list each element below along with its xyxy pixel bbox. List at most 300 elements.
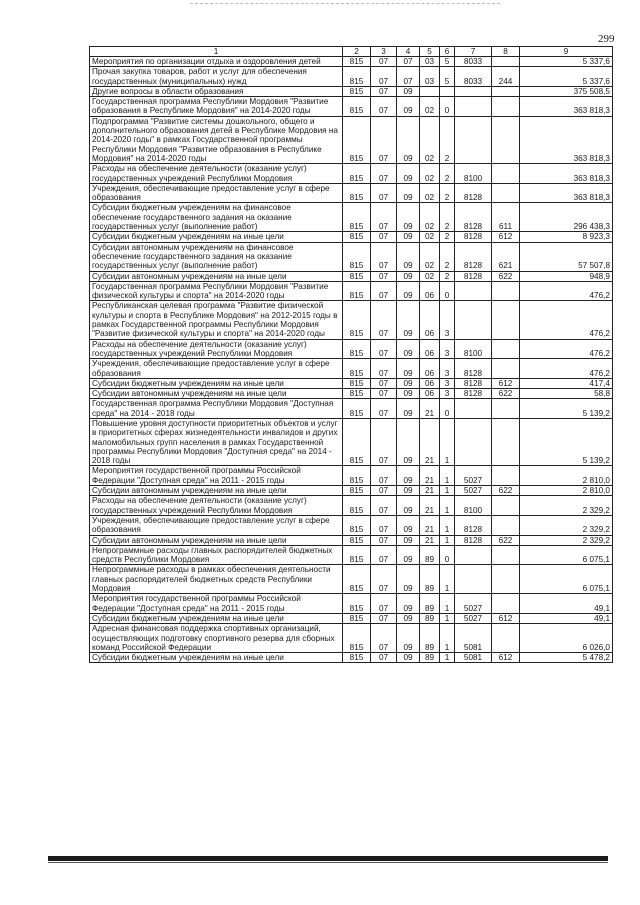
subsection-code-cell: 09: [397, 232, 420, 242]
program-code-cell: 21: [420, 399, 440, 419]
section-code-cell: 07: [371, 67, 397, 87]
header-cell: 1: [90, 47, 343, 57]
subprogram-code-cell: 2: [440, 183, 455, 203]
expense-type-cell: [492, 86, 520, 96]
direction-code-cell: 5081: [455, 624, 492, 653]
row-name-cell: Расходы на обеспечение деятельности (оказание услуг) государственных учреждений Республики Мордовия: [90, 496, 343, 516]
expense-type-cell: [492, 57, 520, 67]
admin-code-cell: 815: [343, 301, 371, 339]
table-row: [90, 418, 613, 465]
subprogram-code-cell: 0: [440, 399, 455, 419]
subprogram-code-cell: 2: [440, 203, 455, 232]
direction-code-cell: [455, 301, 492, 339]
expense-type-cell: [492, 565, 520, 594]
section-code-cell: 07: [371, 183, 397, 203]
section-code-cell: 07: [371, 116, 397, 163]
program-code-cell: 21: [420, 486, 440, 496]
table-row: [90, 535, 613, 545]
program-code-cell: 06: [420, 339, 440, 359]
subprogram-code-cell: 2: [440, 116, 455, 163]
amount-cell: 49,1: [520, 594, 613, 614]
section-code-cell: 07: [371, 86, 397, 96]
table-row: [90, 301, 613, 339]
subprogram-code-cell: 1: [440, 515, 455, 535]
table-row: [90, 97, 613, 117]
subsection-code-cell: 07: [397, 67, 420, 87]
subsection-code-cell: 09: [397, 399, 420, 419]
expense-type-cell: [492, 339, 520, 359]
expense-type-cell: [492, 624, 520, 653]
direction-code-cell: 5027: [455, 486, 492, 496]
section-code-cell: 07: [371, 203, 397, 232]
program-code-cell: 89: [420, 565, 440, 594]
section-code-cell: 07: [371, 232, 397, 242]
amount-cell: 363 818,3: [520, 116, 613, 163]
expense-type-cell: [492, 164, 520, 184]
subsection-code-cell: 09: [397, 281, 420, 301]
header-cell: 4: [397, 47, 420, 57]
program-code-cell: 06: [420, 281, 440, 301]
direction-code-cell: 8128: [455, 183, 492, 203]
section-code-cell: 07: [371, 359, 397, 379]
subprogram-code-cell: 3: [440, 301, 455, 339]
expense-type-cell: 612: [492, 653, 520, 663]
program-code-cell: 02: [420, 271, 440, 281]
expense-type-cell: 622: [492, 389, 520, 399]
subprogram-code-cell: 0: [440, 545, 455, 565]
section-code-cell: 07: [371, 613, 397, 623]
section-code-cell: 07: [371, 653, 397, 663]
subprogram-code-cell: 5: [440, 67, 455, 87]
row-name-cell: Государственная программа Республики Мордовия "Доступная среда" на 2014 - 2018 годы: [90, 399, 343, 419]
table-row: [90, 116, 613, 163]
admin-code-cell: 815: [343, 97, 371, 117]
subsection-code-cell: 09: [397, 116, 420, 163]
section-code-cell: 07: [371, 242, 397, 271]
subprogram-code-cell: 1: [440, 565, 455, 594]
table-row: [90, 594, 613, 614]
admin-code-cell: 815: [343, 545, 371, 565]
program-code-cell: 02: [420, 164, 440, 184]
admin-code-cell: 815: [343, 183, 371, 203]
expense-type-cell: [492, 515, 520, 535]
subprogram-code-cell: 5: [440, 57, 455, 67]
program-code-cell: 03: [420, 67, 440, 87]
subsection-code-cell: 09: [397, 515, 420, 535]
expense-type-cell: [492, 183, 520, 203]
subprogram-code-cell: 0: [440, 281, 455, 301]
header-cell: 2: [343, 47, 371, 57]
row-name-cell: Государственная программа Республики Мордовия "Развитие образования в Республике Мордовия" на 2014-2020 годы: [90, 97, 343, 117]
program-code-cell: 21: [420, 418, 440, 465]
row-name-cell: Субсидии бюджетным учреждениям на иные цели: [90, 613, 343, 623]
program-code-cell: 03: [420, 57, 440, 67]
table-row: [90, 86, 613, 96]
subsection-code-cell: 09: [397, 97, 420, 117]
admin-code-cell: 815: [343, 515, 371, 535]
program-code-cell: 89: [420, 653, 440, 663]
amount-cell: 6 075,1: [520, 565, 613, 594]
amount-cell: 948,9: [520, 271, 613, 281]
subsection-code-cell: 09: [397, 624, 420, 653]
section-code-cell: 07: [371, 545, 397, 565]
row-name-cell: Учреждения, обеспечивающие предоставление услуг в сфере образования: [90, 515, 343, 535]
subprogram-code-cell: 1: [440, 653, 455, 663]
bottom-rule-thin: [48, 862, 608, 863]
program-code-cell: 21: [420, 496, 440, 516]
row-name-cell: Мероприятия по организации отдыха и оздоровления детей: [90, 57, 343, 67]
program-code-cell: 21: [420, 515, 440, 535]
admin-code-cell: 815: [343, 496, 371, 516]
subprogram-code-cell: 1: [440, 486, 455, 496]
section-code-cell: 07: [371, 496, 397, 516]
expense-type-cell: 612: [492, 613, 520, 623]
row-name-cell: Мероприятия государственной программы Российской Федерации "Доступная среда" на 2011 - 2015 годы: [90, 594, 343, 614]
table-row: [90, 271, 613, 281]
direction-code-cell: 5081: [455, 653, 492, 663]
row-name-cell: Другие вопросы в области образования: [90, 86, 343, 96]
row-name-cell: Субсидии бюджетным учреждениям на иные цели: [90, 653, 343, 663]
subprogram-code-cell: 1: [440, 466, 455, 486]
subprogram-code-cell: [440, 86, 455, 96]
amount-cell: 417,4: [520, 378, 613, 388]
subprogram-code-cell: 0: [440, 97, 455, 117]
subprogram-code-cell: 2: [440, 271, 455, 281]
program-code-cell: 06: [420, 389, 440, 399]
admin-code-cell: 815: [343, 242, 371, 271]
section-code-cell: 07: [371, 565, 397, 594]
section-code-cell: 07: [371, 515, 397, 535]
subsection-code-cell: 09: [397, 565, 420, 594]
direction-code-cell: 8100: [455, 339, 492, 359]
row-name-cell: Субсидии бюджетным учреждениям на финансовое обеспечение государственного задания на оказание государственных услуг (выполнение работ): [90, 203, 343, 232]
amount-cell: 2 329,2: [520, 515, 613, 535]
direction-code-cell: 5027: [455, 594, 492, 614]
program-code-cell: 02: [420, 203, 440, 232]
admin-code-cell: 815: [343, 57, 371, 67]
subprogram-code-cell: 1: [440, 418, 455, 465]
admin-code-cell: 815: [343, 399, 371, 419]
direction-code-cell: [455, 97, 492, 117]
subsection-code-cell: 09: [397, 271, 420, 281]
admin-code-cell: 815: [343, 271, 371, 281]
subsection-code-cell: 09: [397, 535, 420, 545]
expense-type-cell: [492, 359, 520, 379]
subsection-code-cell: 09: [397, 242, 420, 271]
amount-cell: 49,1: [520, 613, 613, 623]
admin-code-cell: 815: [343, 378, 371, 388]
section-code-cell: 07: [371, 535, 397, 545]
direction-code-cell: 8128: [455, 271, 492, 281]
admin-code-cell: 815: [343, 389, 371, 399]
expense-type-cell: 611: [492, 203, 520, 232]
admin-code-cell: 815: [343, 594, 371, 614]
direction-code-cell: [455, 565, 492, 594]
section-code-cell: 07: [371, 164, 397, 184]
direction-code-cell: 8128: [455, 389, 492, 399]
subsection-code-cell: 09: [397, 653, 420, 663]
direction-code-cell: [455, 86, 492, 96]
section-code-cell: 07: [371, 97, 397, 117]
admin-code-cell: 815: [343, 613, 371, 623]
table-row: [90, 67, 613, 87]
amount-cell: 2 329,2: [520, 535, 613, 545]
row-name-cell: Подпрограмма "Развитие системы дошкольного, общего и дополнительного образования детей в Республике Мордовия на 2014-2020 годы" в рамках Государственной программы Республики Мордовия "Развитие образования в Республике Мордовия" на 2014-2020 годы: [90, 116, 343, 163]
section-code-cell: 07: [371, 389, 397, 399]
table-row: [90, 389, 613, 399]
row-name-cell: Республиканская целевая программа "Развитие физической культуры и спорта в Республике Мордовия" на 2012-2015 годы в рамках Государственной программы Республики Мордовия "Развитие физической культуры и спорта" на 2014-2020 годы: [90, 301, 343, 339]
direction-code-cell: 8128: [455, 242, 492, 271]
row-name-cell: Субсидии автономным учреждениям на иные цели: [90, 271, 343, 281]
scan-top-edge: [190, 3, 500, 4]
program-code-cell: 06: [420, 301, 440, 339]
direction-code-cell: 8100: [455, 164, 492, 184]
admin-code-cell: 815: [343, 339, 371, 359]
subsection-code-cell: 09: [397, 164, 420, 184]
subsection-code-cell: 09: [397, 378, 420, 388]
table-row: [90, 183, 613, 203]
direction-code-cell: [455, 545, 492, 565]
subsection-code-cell: 09: [397, 466, 420, 486]
amount-cell: 2 329,2: [520, 496, 613, 516]
amount-cell: 476,2: [520, 339, 613, 359]
row-name-cell: Расходы на обеспечение деятельности (оказание услуг) государственных учреждений Республики Мордовия: [90, 339, 343, 359]
amount-cell: 58,8: [520, 389, 613, 399]
amount-cell: 5 337,6: [520, 57, 613, 67]
section-code-cell: 07: [371, 399, 397, 419]
amount-cell: 476,2: [520, 281, 613, 301]
expense-type-cell: 622: [492, 486, 520, 496]
program-code-cell: 02: [420, 183, 440, 203]
program-code-cell: 21: [420, 466, 440, 486]
expense-type-cell: [492, 466, 520, 486]
expense-type-cell: 621: [492, 242, 520, 271]
admin-code-cell: 815: [343, 164, 371, 184]
subsection-code-cell: 09: [397, 389, 420, 399]
row-name-cell: Прочая закупка товаров, работ и услуг для обеспечения государственных (муниципальных) нужд: [90, 67, 343, 87]
table-row: [90, 653, 613, 663]
subsection-code-cell: 09: [397, 496, 420, 516]
section-code-cell: 07: [371, 594, 397, 614]
subsection-code-cell: 07: [397, 57, 420, 67]
row-name-cell: Расходы на обеспечение деятельности (оказание услуг) государственных учреждений Республики Мордовия: [90, 164, 343, 184]
section-code-cell: 07: [371, 301, 397, 339]
direction-code-cell: 5027: [455, 613, 492, 623]
expense-type-cell: [492, 399, 520, 419]
table-row: [90, 466, 613, 486]
direction-code-cell: [455, 418, 492, 465]
subsection-code-cell: 09: [397, 183, 420, 203]
section-code-cell: 07: [371, 339, 397, 359]
section-code-cell: 07: [371, 466, 397, 486]
table-row: [90, 242, 613, 271]
table-row: [90, 57, 613, 67]
header-cell: 6: [440, 47, 455, 57]
program-code-cell: 02: [420, 97, 440, 117]
table-row: [90, 378, 613, 388]
subprogram-code-cell: 2: [440, 232, 455, 242]
program-code-cell: 02: [420, 232, 440, 242]
program-code-cell: 02: [420, 116, 440, 163]
amount-cell: 8 923,3: [520, 232, 613, 242]
amount-cell: 363 818,3: [520, 164, 613, 184]
direction-code-cell: 8128: [455, 515, 492, 535]
budget-table: [89, 46, 613, 663]
section-code-cell: 07: [371, 486, 397, 496]
row-name-cell: Непрограммные расходы в рамках обеспечения деятельности главных распорядителей бюджетных средств Республики Мордовия: [90, 565, 343, 594]
section-code-cell: 07: [371, 418, 397, 465]
amount-cell: 296 438,3: [520, 203, 613, 232]
admin-code-cell: 815: [343, 67, 371, 87]
subprogram-code-cell: 1: [440, 594, 455, 614]
header-cell: 7: [455, 47, 492, 57]
program-code-cell: [420, 86, 440, 96]
table-row: [90, 399, 613, 419]
amount-cell: 375 508,5: [520, 86, 613, 96]
table-row: [90, 281, 613, 301]
subsection-code-cell: 09: [397, 613, 420, 623]
direction-code-cell: [455, 399, 492, 419]
admin-code-cell: 815: [343, 116, 371, 163]
subprogram-code-cell: 1: [440, 535, 455, 545]
direction-code-cell: 8128: [455, 359, 492, 379]
program-code-cell: 89: [420, 613, 440, 623]
table-row: [90, 515, 613, 535]
subprogram-code-cell: 1: [440, 624, 455, 653]
table-row: [90, 496, 613, 516]
direction-code-cell: 5027: [455, 466, 492, 486]
amount-cell: 5 139,2: [520, 399, 613, 419]
expense-type-cell: [492, 418, 520, 465]
table-row: [90, 232, 613, 242]
admin-code-cell: 815: [343, 535, 371, 545]
row-name-cell: Непрограммные расходы главных распорядителей бюджетных средств Республики Мордовия: [90, 545, 343, 565]
expense-type-cell: [492, 496, 520, 516]
subsection-code-cell: 09: [397, 594, 420, 614]
amount-cell: 5 337,6: [520, 67, 613, 87]
row-name-cell: Государственная программа Республики Мордовия "Развитие физической культуры и спорта" на 2014-2020 годы: [90, 281, 343, 301]
section-code-cell: 07: [371, 281, 397, 301]
amount-cell: 6 026,0: [520, 624, 613, 653]
table-row: [90, 624, 613, 653]
direction-code-cell: 8128: [455, 378, 492, 388]
expense-type-cell: [492, 545, 520, 565]
amount-cell: 6 075,1: [520, 545, 613, 565]
admin-code-cell: 815: [343, 203, 371, 232]
expense-type-cell: 622: [492, 271, 520, 281]
bottom-rule: [48, 856, 608, 861]
table-row: [90, 545, 613, 565]
table-header-row: [90, 47, 613, 57]
subsection-code-cell: 09: [397, 339, 420, 359]
admin-code-cell: 815: [343, 486, 371, 496]
amount-cell: 476,2: [520, 301, 613, 339]
subsection-code-cell: 09: [397, 545, 420, 565]
row-name-cell: Адресная финансовая поддержка спортивных организаций, осуществляющих подготовку спортивного резерва для сборных команд Российской Федерации: [90, 624, 343, 653]
admin-code-cell: 815: [343, 466, 371, 486]
row-name-cell: Учреждения, обеспечивающие предоставление услуг в сфере образования: [90, 183, 343, 203]
subsection-code-cell: 09: [397, 418, 420, 465]
expense-type-cell: 244: [492, 67, 520, 87]
direction-code-cell: 8128: [455, 203, 492, 232]
row-name-cell: Субсидии автономным учреждениям на иные цели: [90, 486, 343, 496]
section-code-cell: 07: [371, 378, 397, 388]
row-name-cell: Мероприятия государственной программы Российской Федерации "Доступная среда" на 2011 - 2015 годы: [90, 466, 343, 486]
subprogram-code-cell: 1: [440, 496, 455, 516]
table-row: [90, 486, 613, 496]
direction-code-cell: 8128: [455, 535, 492, 545]
subsection-code-cell: 09: [397, 301, 420, 339]
subsection-code-cell: 09: [397, 203, 420, 232]
amount-cell: 2 810,0: [520, 486, 613, 496]
subprogram-code-cell: 3: [440, 339, 455, 359]
subprogram-code-cell: 1: [440, 613, 455, 623]
program-code-cell: 89: [420, 624, 440, 653]
subprogram-code-cell: 3: [440, 389, 455, 399]
direction-code-cell: [455, 116, 492, 163]
amount-cell: 2 810,0: [520, 466, 613, 486]
direction-code-cell: 8100: [455, 496, 492, 516]
expense-type-cell: 612: [492, 232, 520, 242]
row-name-cell: Учреждения, обеспечивающие предоставление услуг в сфере образования: [90, 359, 343, 379]
row-name-cell: Субсидии бюджетным учреждениям на иные цели: [90, 232, 343, 242]
amount-cell: 476,2: [520, 359, 613, 379]
table-row: [90, 339, 613, 359]
amount-cell: 363 818,3: [520, 97, 613, 117]
subprogram-code-cell: 3: [440, 378, 455, 388]
subsection-code-cell: 09: [397, 486, 420, 496]
table-row: [90, 565, 613, 594]
expense-type-cell: [492, 281, 520, 301]
amount-cell: 57 507,8: [520, 242, 613, 271]
section-code-cell: 07: [371, 624, 397, 653]
program-code-cell: 89: [420, 594, 440, 614]
admin-code-cell: 815: [343, 281, 371, 301]
expense-type-cell: 612: [492, 378, 520, 388]
row-name-cell: Субсидии бюджетным учреждениям на иные цели: [90, 378, 343, 388]
subprogram-code-cell: 3: [440, 359, 455, 379]
program-code-cell: 06: [420, 359, 440, 379]
expense-type-cell: [492, 97, 520, 117]
admin-code-cell: 815: [343, 86, 371, 96]
admin-code-cell: 815: [343, 418, 371, 465]
admin-code-cell: 815: [343, 565, 371, 594]
row-name-cell: Субсидии автономным учреждениям на иные цели: [90, 535, 343, 545]
admin-code-cell: 815: [343, 232, 371, 242]
admin-code-cell: 815: [343, 624, 371, 653]
table-row: [90, 164, 613, 184]
subprogram-code-cell: 2: [440, 164, 455, 184]
direction-code-cell: 8128: [455, 232, 492, 242]
amount-cell: 5 478,2: [520, 653, 613, 663]
expense-type-cell: 622: [492, 535, 520, 545]
row-name-cell: Субсидии автономным учреждениям на иные цели: [90, 389, 343, 399]
program-code-cell: 21: [420, 535, 440, 545]
program-code-cell: 06: [420, 378, 440, 388]
header-cell: 5: [420, 47, 440, 57]
program-code-cell: 02: [420, 242, 440, 271]
header-cell: 3: [371, 47, 397, 57]
expense-type-cell: [492, 594, 520, 614]
header-cell: 9: [520, 47, 613, 57]
direction-code-cell: 8033: [455, 57, 492, 67]
page-number: 299: [598, 33, 615, 45]
admin-code-cell: 815: [343, 359, 371, 379]
subprogram-code-cell: 2: [440, 242, 455, 271]
direction-code-cell: 8033: [455, 67, 492, 87]
subsection-code-cell: 09: [397, 359, 420, 379]
direction-code-cell: [455, 281, 492, 301]
